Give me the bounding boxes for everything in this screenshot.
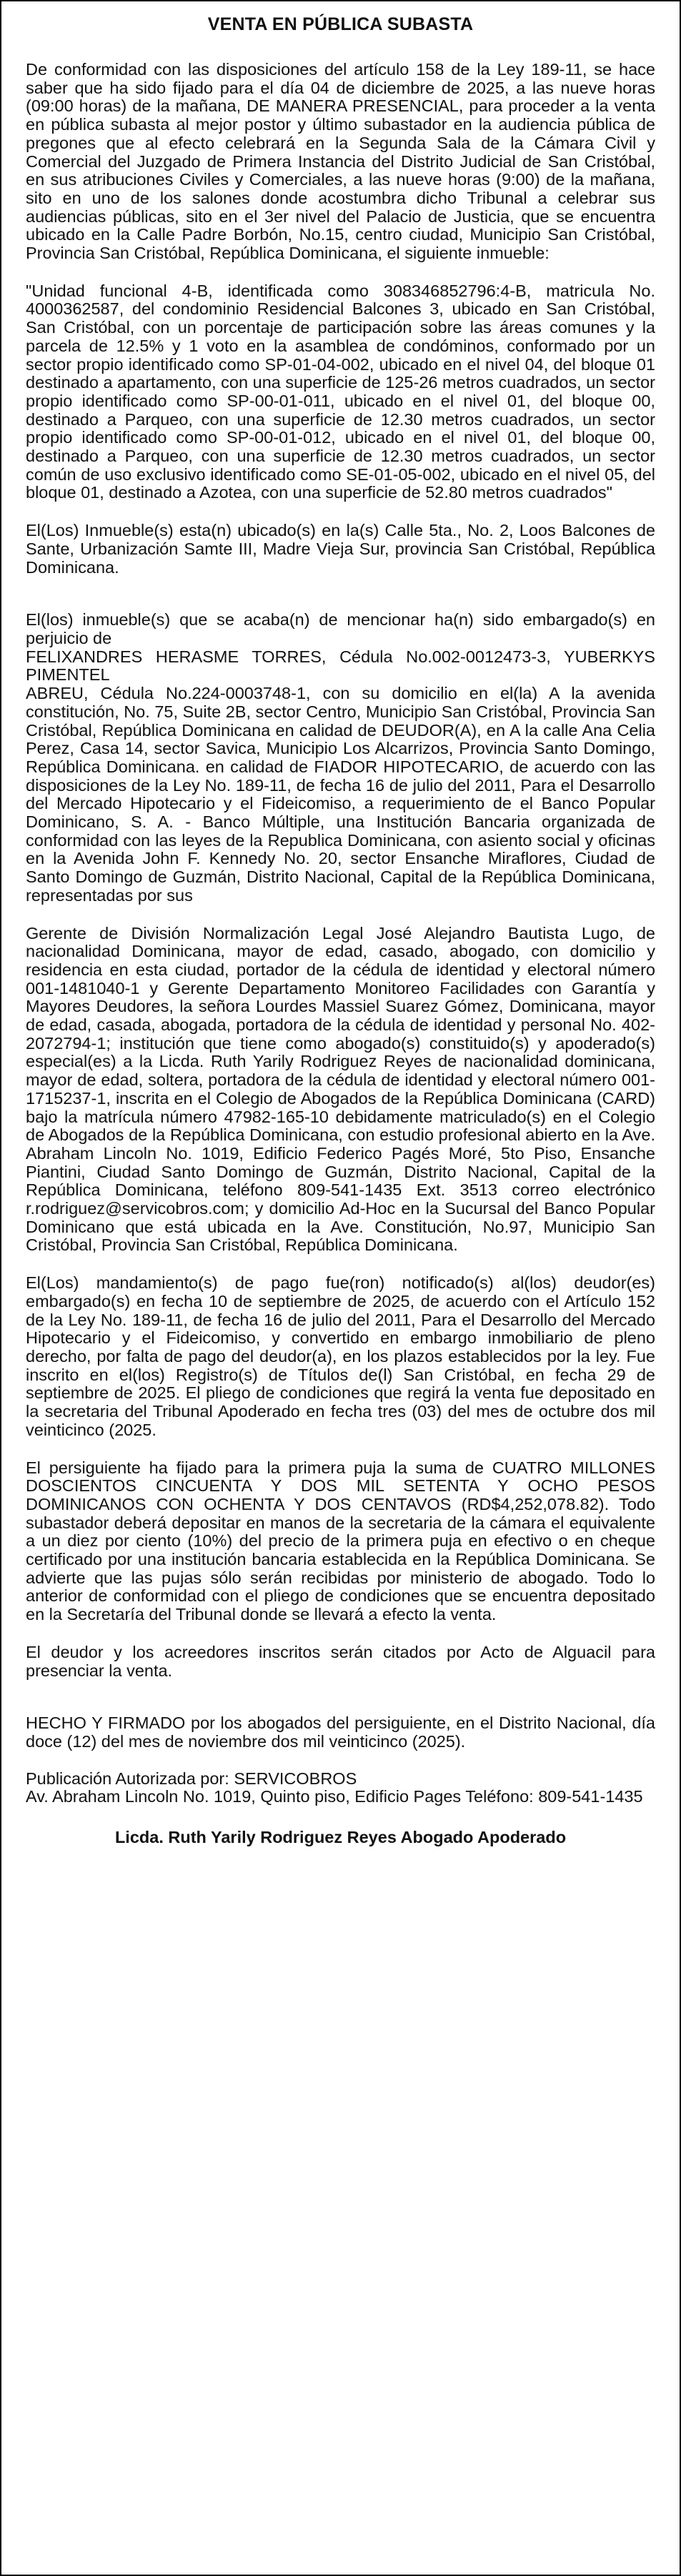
paragraph-seizure-parties: El(los) inmueble(s) que se acaba(n) de mencionar ha(n) sido embargado(s) en perjuicio de FELIXANDRES HERASME TORRES, Cédula No.002-0012473-3, YUBERKYS PIMENTEL ABREU, Cédula No.224-0003748-1, con su domicilio en el(la) A la avenida constitución, No. 75, Suite 2B, sector Centro, Municipio San Cristóbal, Provincia San Cristóbal, República Dominicana en calidad de DEUDOR(A), en A la calle Ana Celia Perez, Casa 14, sector Savica, Municipio Los Alcarrizos, Provincia Santo Domingo, República Dominicana. en calidad de FIADOR HIPOTECARIO, de acuerdo con las disposiciones de la Ley No. 189-11, de fecha 16 de julio del 2011, Para el Desarrollo del Mercado Hipotecario y el Fideicomiso, a requerimiento de el Banco Popular Dominicano, S. A. - Banco Múltiple, una Institución Bancaria organizada de conformidad con las leyes de la Republica Dominicana, con asiento social y oficinas en la Avenida John F. Kennedy No. 20, sector Ensanche Miraflores, Ciudad de Santo Domingo de Guzmán, Distrito Nacional, Capital de la República Dominicana, representadas por sus <box>26 610 655 905</box>
paragraph-publication-authorized: Publicación Autorizada por: SERVICOBROS Av. Abraham Lincoln No. 1019, Quinto piso, Edificio Pages Teléfono: 809-541-1435 <box>26 1769 643 1806</box>
paragraph-first-bid: El persiguiente ha fijado para la primera puja la suma de CUATRO MILLONES DOSCIENTOS CINCUENTA Y DOS MIL SETENTA Y OCHO PESOS DOMINICANOS CON OCHENTA Y DOS CENTAVOS (RD$4,252,078.82). Todo subastador deberá depositar en manos de la secretaria de la cámara el equivalente a un diez por ciento (10%) del precio de la primera puja en efectivo o en cheque certificado por una institución bancaria establecida en la República Dominicana. Se advierte que las pujas sólo serán recibidas por ministerio de abogado. Todo lo anterior de conformidad con el pliego de condiciones que se encuentra depositado en la Secretaría del Tribunal donde se llevará a efecto la venta. <box>26 1458 655 1624</box>
paragraph-signed: HECHO Y FIRMADO por los abogados del persiguiente, en el Distrito Nacional, día doce (12) del mes de noviembre dos mil veinticinco (2025). <box>26 1714 655 1751</box>
paragraph-auction-announcement: De conformidad con las disposiciones del artículo 158 de la Ley 189-11, se hace saber que ha sido fijado para el día 04 de diciembre de 2025, a las nueve horas (09:00 horas) de la mañana, DE MANERA PRESENCIAL, para proceder a la venta en pública subasta al mejor postor y último subastador en la audiencia pública de pregones que al efecto celebrará en la Segunda Sala de la Cámara Civil y Comercial del Juzgado de Primera Instancia del Distrito Judicial de San Cristóbal, en sus atribuciones Civiles y Comerciales, a las nueve horas (9:00) de la mañana, sito en uno de los salones donde acostumbra dicho Tribunal a celebrar sus audiencias públicas, sito en el 3er nivel del Palacio de Justicia, que se encuentra ubicado en la Calle Padre Borbón, No.15, centro ciudad, Municipio San Cristóbal, Provincia San Cristóbal, República Dominicana, el siguiente inmueble: <box>26 60 655 263</box>
paragraph-property-location: El(Los) Inmueble(s) esta(n) ubicado(s) en la(s) Calle 5ta., No. 2, Loos Balcones de Sante, Urbanización Samte III, Madre Vieja Sur, provincia San Cristóbal, República Dominicana. <box>26 521 655 577</box>
paragraph-payment-order: El(Los) mandamiento(s) de pago fue(ron) notificado(s) al(los) deudor(es) embargado(s) en fecha 10 de septiembre de 2025, de acuerdo con el Artículo 152 de la Ley No. 189-11, de fecha 16 de julio del 2011, Para el Desarrollo del Mercado Hipotecario y el Fideicomiso, y convertido en embargo inmobiliario de pleno derecho, por falta de pago del deudor(a), en los plazos establecidos por la ley. Fue inscrito en el(los) Registro(s) de Títulos de(l) San Cristóbal, en fecha 29 de septiembre de 2025. El pliego de condiciones que regirá la venta fue depositado en la secretaria del Tribunal Apoderado en fecha tres (03) del mes de octubre dos mil veinticinco (2025. <box>26 1273 655 1439</box>
paragraph-citation: El deudor y los acreedores inscritos serán citados por Acto de Alguacil para presenciar la venta. <box>26 1642 655 1680</box>
notice-title: VENTA EN PÚBLICA SUBASTA <box>207 14 474 34</box>
signature-line: Licda. Ruth Yarily Rodriguez Reyes Abogado Apoderado <box>114 1828 567 1847</box>
paragraph-property-description: "Unidad funcional 4-B, identificada como 308346852796:4-B, matricula No. 4000362587, del condominio Residencial Balcones 3, ubicado en San Cristóbal, San Cristóbal, con un porcentaje de participación sobre las áreas comunes y la parcela de 12.5% y 1 voto en la asamblea de condóminos, conformado por un sector propio identificado como SP-01-04-002, ubicado en el nivel 04, del bloque 01 destinado a apartamento, con una superficie de 125-26 metros cuadrados, un sector propio identificado como SP-00-01-011, ubicado en el nivel 01, del bloque 00, destinado a Parqueo, con una superficie de 12.30 metros cuadrados, un sector propio identificado como SP-00-01-012, ubicado en el nivel 01, del bloque 00, destinado a Parqueo, con una superficie de 12.30 metros cuadrados, un sector común de uso exclusivo identificado como SE-01-05-002, ubicado en el nivel 05, del bloque 01, destinado a Azotea, con una superficie de 52.80 metros cuadrados" <box>26 281 655 502</box>
paragraph-representatives: Gerente de División Normalización Legal José Alejandro Bautista Lugo, de nacionalidad Dominicana, mayor de edad, casado, abogado, con domicilio y residencia en esta ciudad, portador de la cédula de identidad y electoral número 001-1481040-1 y Gerente Departamento Monitoreo Facilidades con Garantía y Mayores Deudores, la señora Lourdes Massiel Suarez Gómez, Dominicana, mayor de edad, casada, abogada, portadora de la cédula de identidad y personal No. 402-2072794-1; institución que tiene como abogado(s) constituido(s) y apoderado(s) especial(es) a la Licda. Ruth Yarily Rodriguez Reyes de nacionalidad dominicana, mayor de edad, soltera, portadora de la cédula de identidad y electoral número 001-1715237-1, inscrita en el Colegio de Abogados de la República Dominicana (CARD) bajo la matrícula número 47982-165-10 debidamente matriculado(s) en el Colegio de Abogados de la República Dominicana, con estudio profesional abierto en la Ave. Abraham Lincoln No. 1019, Edificio Federico Pagés Moré, 5to Piso, Ensanche Piantini, Ciudad Santo Domingo de Guzmán, Distrito Nacional, Capital de la República Dominicana, teléfono 809-541-1435 Ext. 3513 correo electrónico r.rodriguez@servicobros.com; y domicilio Ad-Hoc en la Sucursal del Banco Popular Dominicano que está ubicada en la Ave. Constitución, No.97, Municipio San Cristóbal, Provincia San Cristóbal, República Dominicana. <box>26 923 655 1255</box>
